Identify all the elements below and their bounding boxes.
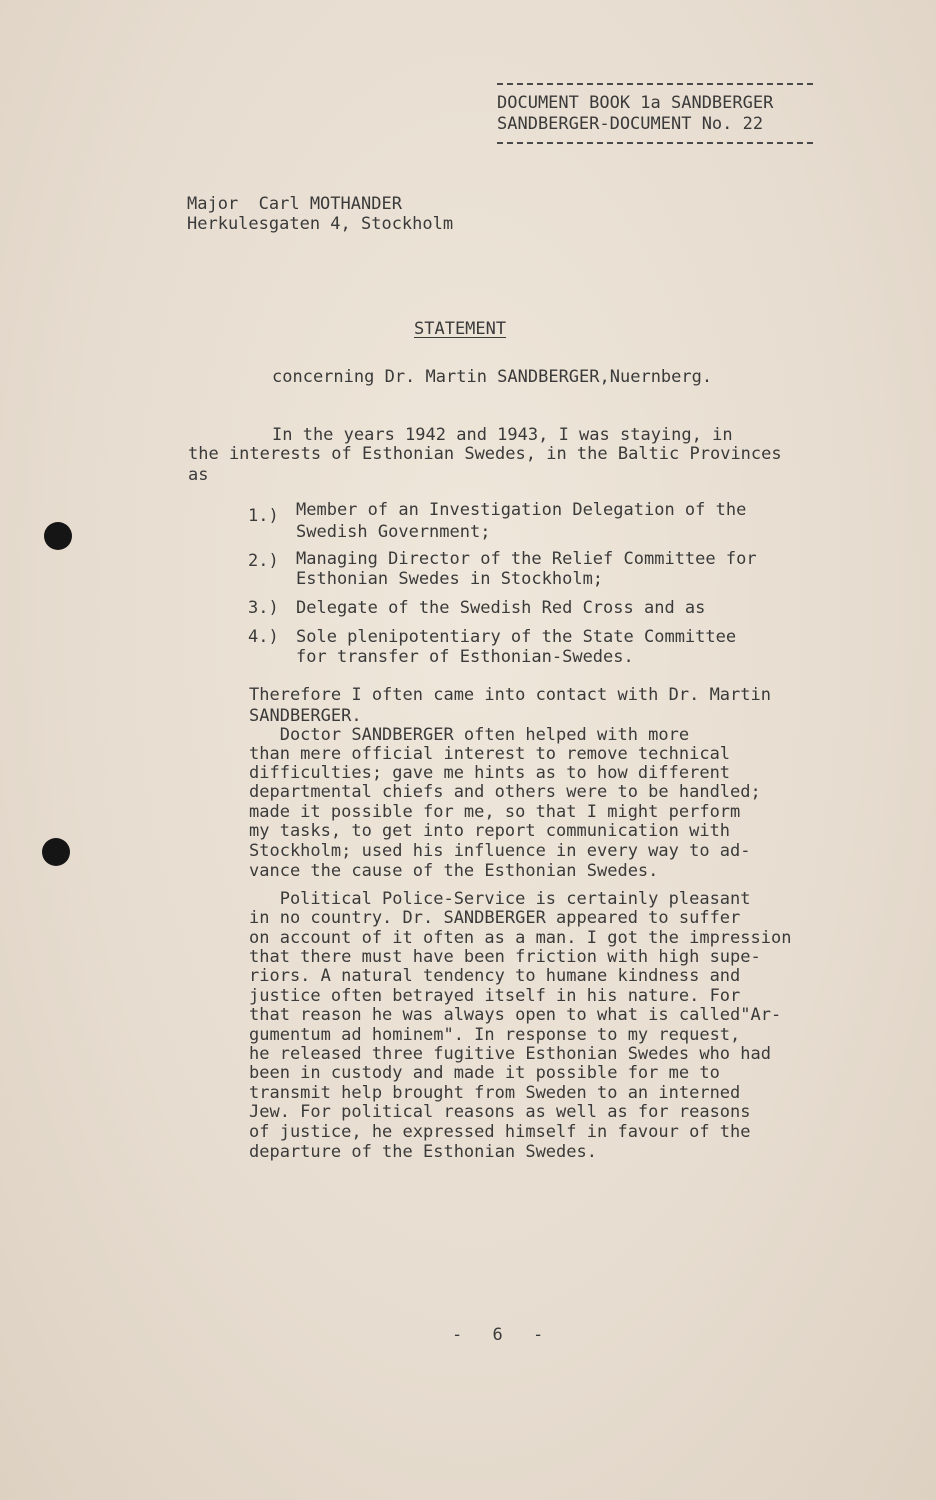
paragraph-line: made it possible for me, so that I might perform (249, 802, 741, 822)
author-name: Major Carl MOTHANDER (187, 194, 402, 214)
paragraph-line: he released three fugitive Esthonian Swedes who had (249, 1044, 771, 1064)
paragraph-line: than mere official interest to remove technical (249, 744, 731, 764)
list-item-number: 1.) (248, 506, 279, 526)
intro-line: as (188, 465, 209, 485)
list-item-text: Sole plenipotentiary of the State Committee (296, 627, 737, 647)
paragraph-line: been in custody and made it possible for me to (249, 1063, 720, 1083)
document-book-label: DOCUMENT BOOK 1a SANDBERGER (497, 93, 774, 113)
list-item-text: Swedish Government; (296, 522, 491, 542)
paragraph-line: of justice, he expressed himself in favour of the (249, 1122, 751, 1142)
punch-hole-bottom (42, 838, 70, 866)
paragraph-line: that there must have been friction with high supe- (249, 947, 761, 967)
paragraph-line: departure of the Esthonian Swedes. (249, 1142, 597, 1162)
intro-line: the interests of Esthonian Swedes, in the Baltic Provinces (188, 444, 782, 464)
paragraph-line: on account of it often as a man. I got the impression (249, 928, 792, 948)
paragraph-line: departmental chiefs and others were to be handled; (249, 782, 761, 802)
paragraph-line: Doctor SANDBERGER often helped with more (249, 725, 690, 745)
header-rule-top (497, 83, 813, 85)
list-item-text: Member of an Investigation Delegation of the (296, 500, 747, 520)
list-item-text: Managing Director of the Relief Committee for (296, 549, 757, 569)
page-number: - 6 - (452, 1325, 554, 1345)
paragraph-line: Stockholm; used his influence in every way to ad- (249, 841, 751, 861)
paragraph-line: my tasks, to get into report communication with (249, 821, 731, 841)
paragraph-line: gumentum ad hominem". In response to my request, (249, 1025, 741, 1045)
paragraph-line: transmit help brought from Sweden to an interned (249, 1083, 741, 1103)
paragraph-line: riors. A natural tendency to humane kindness and (249, 966, 741, 986)
punch-hole-top (44, 522, 72, 550)
paragraph-line: justice often betrayed itself in his nature. For (249, 986, 741, 1006)
paragraph-line: Political Police-Service is certainly pleasant (249, 889, 751, 909)
paragraph-line: SANDBERGER. (249, 706, 362, 726)
list-item-text: Esthonian Swedes in Stockholm; (296, 569, 604, 589)
document-subtitle: concerning Dr. Martin SANDBERGER,Nuernberg. (272, 367, 713, 387)
list-item-text: for transfer of Esthonian-Swedes. (296, 647, 634, 667)
list-item-text: Delegate of the Swedish Red Cross and as (296, 598, 706, 618)
list-item-number: 4.) (248, 627, 279, 647)
list-item-number: 2.) (248, 551, 279, 571)
paragraph-line: vance the cause of the Esthonian Swedes. (249, 861, 659, 881)
paragraph-line: that reason he was always open to what is called"Ar- (249, 1005, 782, 1025)
paragraph-line: Jew. For political reasons as well as for reasons (249, 1102, 751, 1122)
list-item-number: 3.) (248, 598, 279, 618)
intro-line: In the years 1942 and 1943, I was staying, in (272, 425, 733, 445)
paragraph-line: Therefore I often came into contact with Dr. Martin (249, 685, 771, 705)
paragraph-line: difficulties; gave me hints as to how different (249, 763, 731, 783)
paragraph-line: in no country. Dr. SANDBERGER appeared to suffer (249, 908, 741, 928)
author-address: Herkulesgaten 4, Stockholm (187, 214, 454, 234)
document-number-label: SANDBERGER-DOCUMENT No. 22 (497, 114, 764, 134)
header-rule-bottom (497, 142, 813, 144)
document-title: STATEMENT (414, 319, 507, 339)
